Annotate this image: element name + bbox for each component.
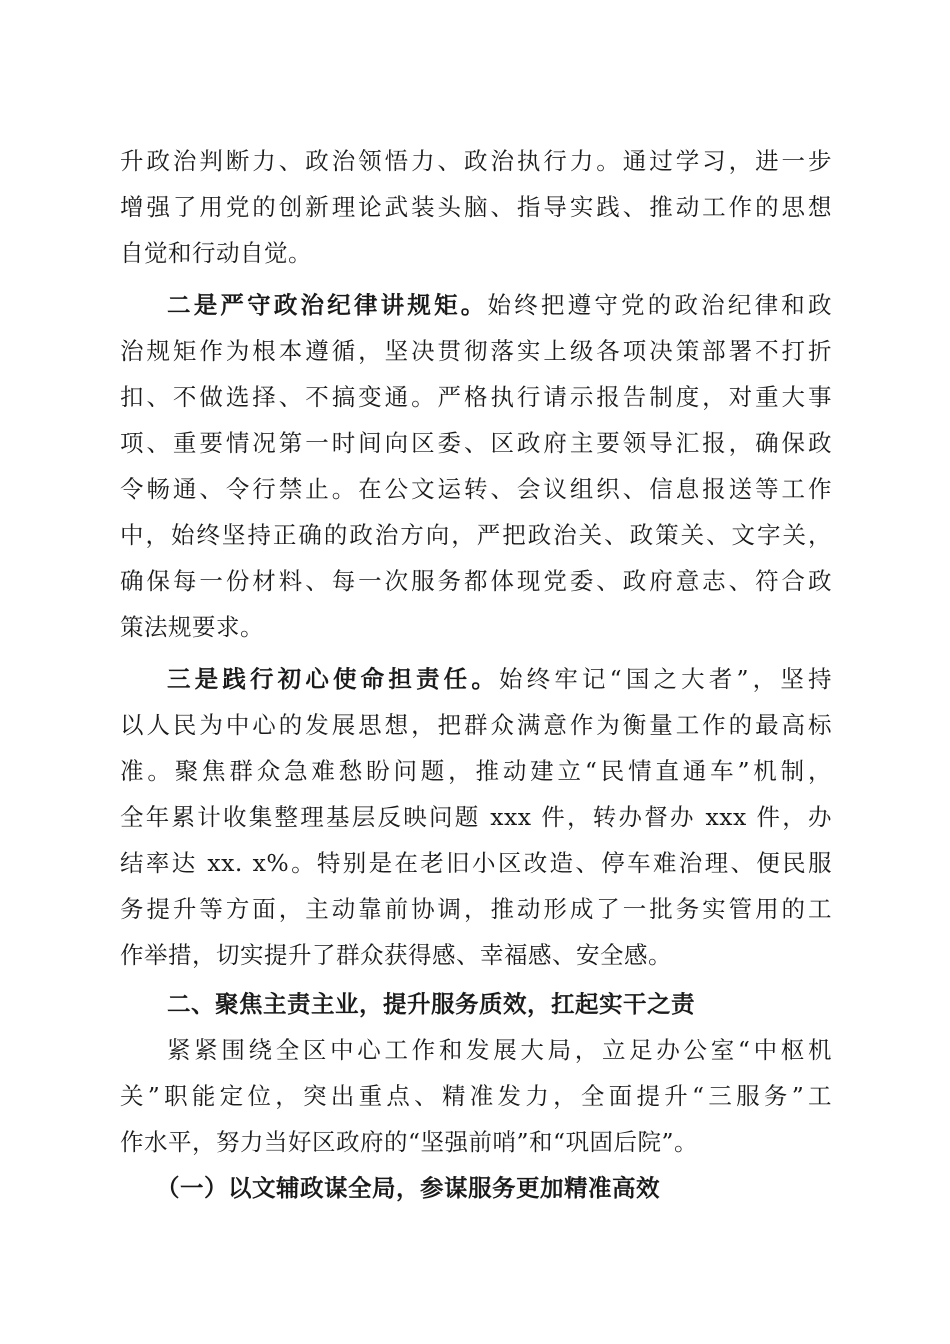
text-line: 策法规要求。: [120, 613, 264, 641]
text-line: 以人民为中心的发展思想，把群众满意作为衡量工作的最高标: [120, 711, 832, 739]
text-line: 结率达 xx. x%。特别是在老旧小区改造、停车难治理、便民服: [120, 849, 832, 877]
paragraph-lead-rest: 始终牢记“国之大者”，坚持: [498, 665, 832, 693]
section-heading: 二、聚焦主责主业，提升服务质效，扛起实干之责: [167, 990, 695, 1018]
paragraph-intro: [120, 1027, 832, 1165]
text-line: 中，始终坚持正确的政治方向，严把政治关、政策关、文字关，: [120, 521, 832, 549]
text-line: 治规矩作为根本遵循，坚决贯彻落实上级各项决策部署不打折: [120, 337, 832, 365]
paragraph-lead: 二是严守政治纪律讲规矩。: [167, 291, 488, 319]
paragraph-continuation: [120, 138, 832, 276]
text-line: 自觉和行动自觉。: [120, 239, 312, 267]
text-line: 全年累计收集整理基层反映问题 xxx 件，转办督办 xxx 件，办: [120, 803, 832, 831]
text-line: 确保每一份材料、每一次服务都体现党委、政府意志、符合政: [120, 567, 832, 595]
text-line: 令畅通、令行禁止。在公文运转、会议组织、信息报送等工作: [120, 475, 832, 503]
text-line: 务提升等方面，主动靠前协调，推动形成了一批务实管用的工: [120, 895, 832, 923]
text-line: 关”职能定位，突出重点、精准发力，全面提升“三服务”工: [120, 1082, 832, 1110]
paragraph-lead: 三是践行初心使命担责任。: [167, 665, 499, 693]
text-line: 升政治判断力、政治领悟力、政治执行力。通过学习，进一步: [120, 147, 832, 175]
text-line: [120, 282, 832, 328]
sub-heading: （一）以文辅政谋全局，参谋服务更加精准高效: [156, 1174, 660, 1202]
document-body: [120, 138, 832, 1211]
text-line: 增强了用党的创新理论武装头脑、指导实践、推动工作的思想: [120, 193, 832, 221]
text-line: 作举措，切实提升了群众获得感、幸福感、安全感。: [120, 941, 672, 969]
text-line: 扣、不做选择、不搞变通。严格执行请示报告制度，对重大事: [120, 383, 832, 411]
paragraph-lead-rest: 始终把遵守党的政治纪律和政: [487, 291, 832, 319]
text-line: [120, 656, 832, 702]
text-line: 准。聚焦群众急难愁盼问题，推动建立“民情直通车”机制，: [120, 757, 832, 785]
paragraph-political-discipline: [120, 282, 832, 650]
text-line: 作水平，努力当好区政府的“坚强前哨”和“巩固后院”。: [120, 1128, 699, 1156]
text-line: 项、重要情况第一时间向区委、区政府主要领导汇报，确保政: [120, 429, 832, 457]
paragraph-mission: [120, 656, 832, 978]
text-line: 紧紧围绕全区中心工作和发展大局，立足办公室“中枢机: [167, 1036, 832, 1064]
